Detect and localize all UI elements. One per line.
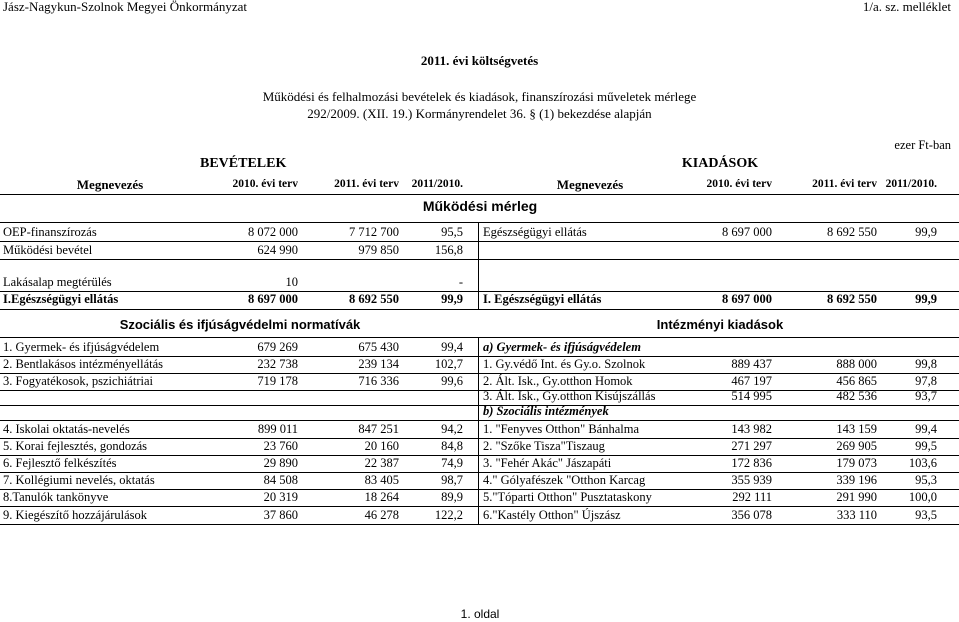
income-plan2011-value: 979 850 bbox=[358, 243, 399, 257]
expense-plan2011-value: 179 073 bbox=[836, 456, 877, 470]
row-divider bbox=[0, 524, 959, 525]
expense-plan2011-value: 339 196 bbox=[836, 473, 877, 487]
income-ratio-value: 84,8 bbox=[441, 439, 463, 453]
expense-plan2010-value: 271 297 bbox=[731, 439, 772, 453]
expense-plan2011-value: 269 905 bbox=[836, 439, 877, 453]
income-ratio-value: 122,2 bbox=[434, 508, 463, 522]
social-normative-title: Szociális és ifjúságvédelmi normatívák bbox=[119, 317, 361, 332]
row-divider bbox=[0, 405, 959, 406]
expense-ratio-value: 99,5 bbox=[915, 439, 937, 453]
expense-item-name: Egészségügyi ellátás bbox=[483, 225, 587, 239]
expense-name-header: Megnevezés bbox=[556, 177, 624, 192]
expense-plan2011-value: 333 110 bbox=[836, 508, 877, 522]
income-plan2011-value: 20 160 bbox=[364, 439, 399, 453]
expense-plan2010-value: 8 697 000 bbox=[722, 292, 772, 306]
expense-plan2010-value: 514 995 bbox=[731, 389, 772, 403]
income-plan2010-value: 20 319 bbox=[263, 490, 298, 504]
income-plan2010-value: 10 bbox=[285, 275, 298, 289]
income-item-name: 3. Fogyatékosok, pszichiátriai bbox=[3, 374, 153, 388]
expense-ratio-value: 93,5 bbox=[915, 508, 937, 522]
row-divider bbox=[0, 337, 959, 338]
expense-plan2011-value: 291 990 bbox=[836, 490, 877, 504]
income-item-name: I.Egészségügyi ellátás bbox=[3, 292, 119, 306]
income-plan2010-header: 2010. évi terv bbox=[232, 178, 298, 190]
income-plan2010-value: 37 860 bbox=[263, 508, 298, 522]
income-item-name: 2. Bentlakásos intézményellátás bbox=[3, 357, 164, 371]
institutional-expenses-title: Intézményi kiadások bbox=[656, 317, 784, 332]
column-separator bbox=[478, 222, 479, 309]
income-plan2011-value: 239 134 bbox=[358, 357, 399, 371]
income-plan2010-value: 232 738 bbox=[257, 357, 298, 371]
income-ratio-value: 102,7 bbox=[434, 357, 463, 371]
income-ratio-value: 99,6 bbox=[441, 374, 463, 388]
header-divider bbox=[0, 194, 959, 195]
row-divider bbox=[0, 259, 959, 260]
organization-name: Jász-Nagykun-Szolnok Megyei Önkormányzat bbox=[3, 0, 248, 14]
expense-plan2011-header: 2011. évi terv bbox=[812, 178, 877, 190]
expense-ratio-value: 99,9 bbox=[915, 225, 937, 239]
income-plan2010-value: 8 697 000 bbox=[248, 292, 298, 306]
expense-item-name: 3. "Fehér Akác" Jászapáti bbox=[483, 456, 612, 470]
expense-plan2011-value: 8 692 550 bbox=[827, 225, 877, 239]
expense-ratio-value: 95,3 bbox=[915, 473, 937, 487]
expense-plan2011-value: 482 536 bbox=[836, 389, 877, 403]
unit-label: ezer Ft-ban bbox=[894, 138, 951, 152]
expense-item-name: 1. Gy.védő Int. és Gy.o. Szolnok bbox=[483, 357, 646, 371]
expense-plan2010-value: 467 197 bbox=[731, 374, 772, 388]
regulation-reference: 292/2009. (XII. 19.) Kormányrendelet 36. § (1) bekezdése alapján bbox=[307, 106, 652, 121]
expense-ratio-value: 103,6 bbox=[908, 456, 937, 470]
income-plan2010-value: 84 508 bbox=[263, 473, 298, 487]
expense-plan2011-value: 888 000 bbox=[836, 357, 877, 371]
expense-plan2010-value: 172 836 bbox=[731, 456, 772, 470]
income-ratio-value: 98,7 bbox=[441, 473, 463, 487]
income-plan2011-value: 18 264 bbox=[364, 490, 399, 504]
expense-ratio-value: 99,9 bbox=[915, 292, 937, 306]
expense-ratio-value: 97,8 bbox=[915, 374, 937, 388]
row-divider bbox=[0, 241, 959, 242]
income-item-name: 8.Tanulók tankönyve bbox=[3, 490, 109, 504]
income-item-name: 7. Kollégiumi nevelés, oktatás bbox=[3, 473, 155, 487]
expense-plan2010-value: 355 939 bbox=[731, 473, 772, 487]
row-divider bbox=[0, 420, 959, 421]
income-ratio-value: 74,9 bbox=[441, 456, 463, 470]
expense-group-header: KIADÁSOK bbox=[681, 156, 759, 171]
expense-item-name: 6."Kastély Otthon" Újszász bbox=[483, 508, 621, 522]
expense-plan2010-value: 889 437 bbox=[731, 357, 772, 371]
income-name-header: Megnevezés bbox=[76, 177, 144, 192]
income-plan2010-value: 899 011 bbox=[257, 422, 298, 436]
expense-item-name: b) Szociális intézmények bbox=[483, 404, 609, 418]
row-divider bbox=[0, 222, 959, 223]
expense-plan2011-value: 456 865 bbox=[836, 374, 877, 388]
income-item-name: Működési bevétel bbox=[3, 243, 93, 257]
annex-number: 1/a. sz. melléklet bbox=[862, 0, 951, 14]
expense-ratio-value: 99,8 bbox=[915, 357, 937, 371]
expense-item-name: 2. Ált. Isk., Gy.otthon Homok bbox=[483, 374, 633, 388]
income-ratio-value: 89,9 bbox=[441, 490, 463, 504]
page-number: 1. oldal bbox=[460, 607, 500, 621]
income-ratio-value: 99,4 bbox=[441, 340, 463, 354]
income-plan2010-value: 719 178 bbox=[257, 374, 298, 388]
income-plan2011-value: 716 336 bbox=[358, 374, 399, 388]
income-plan2010-value: 679 269 bbox=[257, 340, 298, 354]
income-item-name: 4. Iskolai oktatás-nevelés bbox=[3, 422, 130, 436]
expense-plan2011-value: 143 159 bbox=[836, 422, 877, 436]
income-item-name: 6. Fejlesztő felkészítés bbox=[3, 456, 117, 470]
income-plan2011-value: 22 387 bbox=[364, 456, 399, 470]
expense-item-name: 4." Gólyafészek "Otthon Karcag bbox=[483, 473, 646, 487]
expense-ratio-value: 100,0 bbox=[908, 490, 937, 504]
income-item-name: 9. Kiegészítő hozzájárulások bbox=[3, 508, 148, 522]
expense-item-name: 1. "Fenyves Otthon" Bánhalma bbox=[483, 422, 640, 436]
expense-plan2010-value: 292 111 bbox=[732, 490, 772, 504]
expense-plan2010-value: 143 982 bbox=[731, 422, 772, 436]
income-ratio-value: 95,5 bbox=[441, 225, 463, 239]
expense-ratio-value: 93,7 bbox=[915, 389, 937, 403]
income-plan2011-value: 7 712 700 bbox=[349, 225, 399, 239]
expense-item-name: I. Egészségügyi ellátás bbox=[483, 292, 602, 306]
row-divider bbox=[0, 309, 959, 310]
income-plan2010-value: 8 072 000 bbox=[248, 225, 298, 239]
income-ratio-value: 99,9 bbox=[441, 292, 463, 306]
income-item-name: OEP-finanszírozás bbox=[3, 225, 97, 239]
expense-plan2010-header: 2010. évi terv bbox=[706, 178, 772, 190]
income-plan2010-value: 624 990 bbox=[257, 243, 298, 257]
expense-ratio-header: 2011/2010. bbox=[885, 178, 937, 190]
operating-balance-title: Működési mérleg bbox=[422, 198, 538, 214]
income-group-header: BEVÉTELEK bbox=[200, 156, 287, 171]
income-plan2011-value: 675 430 bbox=[358, 340, 399, 354]
expense-item-name: 5."Tóparti Otthon" Pusztataskony bbox=[483, 490, 652, 504]
income-plan2011-header: 2011. évi terv bbox=[334, 178, 399, 190]
income-plan2011-value: 8 692 550 bbox=[349, 292, 399, 306]
expense-item-name: 3. Ált. Isk., Gy.otthon Kisújszállás bbox=[483, 389, 656, 403]
income-plan2010-value: 23 760 bbox=[263, 439, 298, 453]
income-ratio-value: 94,2 bbox=[441, 422, 463, 436]
expense-item-name: a) Gyermek- és ifjúságvédelem bbox=[483, 340, 641, 354]
expense-plan2010-value: 356 078 bbox=[731, 508, 772, 522]
column-separator bbox=[478, 337, 479, 525]
income-plan2011-value: 83 405 bbox=[364, 473, 399, 487]
income-item-name: Lakásalap megtérülés bbox=[3, 275, 112, 289]
budget-title: 2011. évi költségvetés bbox=[420, 53, 539, 68]
balance-subtitle: Működési és felhalmozási bevételek és kiadások, finanszírozási műveletek mérlege bbox=[262, 89, 697, 104]
income-plan2010-value: 29 890 bbox=[263, 456, 298, 470]
expense-plan2011-value: 8 692 550 bbox=[827, 292, 877, 306]
income-item-name: 1. Gyermek- és ifjúságvédelem bbox=[3, 340, 160, 354]
income-ratio-value: 156,8 bbox=[434, 243, 463, 257]
income-plan2011-value: 46 278 bbox=[364, 508, 399, 522]
income-ratio-value: - bbox=[458, 275, 463, 289]
expense-item-name: 2. "Szőke Tisza"Tiszaug bbox=[483, 439, 605, 453]
row-divider bbox=[0, 506, 959, 507]
income-ratio-header: 2011/2010. bbox=[411, 178, 463, 190]
expense-ratio-value: 99,4 bbox=[915, 422, 937, 436]
expense-plan2010-value: 8 697 000 bbox=[722, 225, 772, 239]
income-plan2011-value: 847 251 bbox=[358, 422, 399, 436]
income-item-name: 5. Korai fejlesztés, gondozás bbox=[3, 439, 148, 453]
